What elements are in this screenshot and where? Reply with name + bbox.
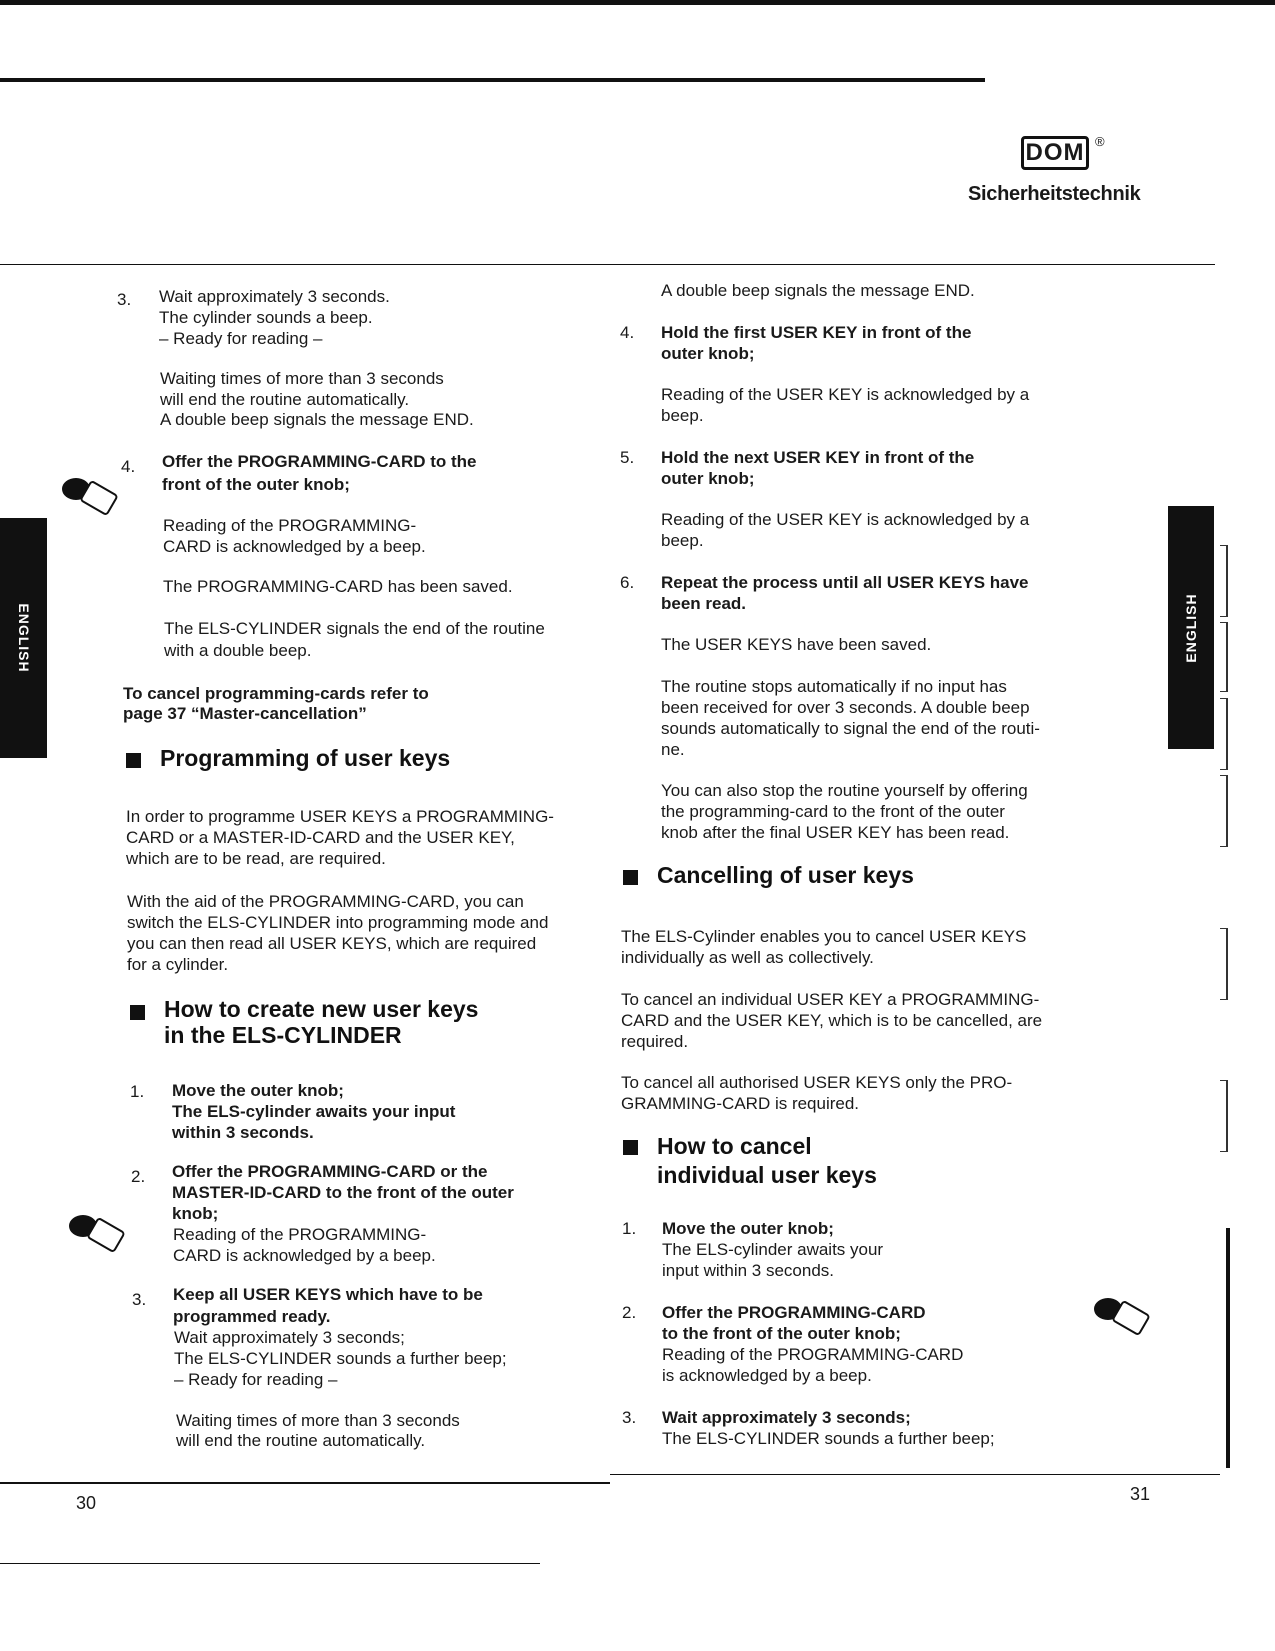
step-text: knob after the final USER KEY has been read. (661, 823, 1010, 842)
step-title: Repeat the process until all USER KEYS have (661, 573, 1029, 592)
step-number: 4. (620, 323, 635, 342)
step-title: outer knob; (661, 344, 755, 363)
step-title: been read. (661, 594, 747, 613)
card-icon (60, 473, 126, 529)
footer-rule-right (610, 1474, 1220, 1475)
step-number: 3. (117, 290, 132, 309)
step-text: The ELS-CYLINDER signals the end of the routine (164, 619, 545, 638)
paragraph: for a cylinder. (127, 955, 229, 974)
section-rule (0, 264, 1215, 265)
step-number: 3. (622, 1408, 637, 1427)
heading-cancelling: Cancelling of user keys (657, 862, 914, 888)
step-title: Move the outer knob; (172, 1081, 344, 1100)
heading-create: How to create new user keys (164, 996, 479, 1022)
margin-bracket (1220, 1080, 1228, 1152)
step-title: within 3 seconds. (172, 1123, 314, 1142)
heading-create: in the ELS-CYLINDER (164, 1022, 402, 1048)
step-text: input within 3 seconds. (662, 1261, 834, 1280)
step-text: ne. (661, 740, 685, 759)
language-tab-left-label: ENGLISH (16, 603, 32, 673)
step-text: – Ready for reading – (174, 1370, 338, 1389)
heading-individual: individual user keys (657, 1162, 877, 1188)
step-text: The ELS-CYLINDER sounds a further beep; (662, 1429, 995, 1448)
margin-bar (1226, 1228, 1230, 1468)
step-title: programmed ready. (173, 1307, 331, 1326)
step-number: 2. (131, 1167, 146, 1186)
card-icon (67, 1210, 133, 1266)
paragraph: switch the ELS-CYLINDER into programming mode and (127, 913, 549, 932)
step-text: The ELS-CYLINDER sounds a further beep; (174, 1349, 507, 1368)
dom-logo (1021, 136, 1089, 170)
heading-bullet (623, 870, 638, 885)
step-text: The ELS-cylinder awaits your (662, 1240, 884, 1259)
step-title: The ELS-cylinder awaits your input (172, 1102, 456, 1121)
paragraph: GRAMMING-CARD is required. (621, 1094, 860, 1113)
paragraph: To cancel an individual USER KEY a PROGRAMMING- (621, 990, 1040, 1009)
step-text: sounds automatically to signal the end of the routi- (661, 719, 1040, 738)
paragraph: required. (621, 1032, 689, 1051)
header-rule (0, 78, 985, 82)
heading-bullet (130, 1005, 145, 1020)
step-text: with a double beep. (164, 641, 312, 660)
step-text: Reading of the USER KEY is acknowledged by a (661, 385, 1030, 404)
top-edge-line (0, 0, 1275, 5)
bottom-rule (0, 1563, 540, 1564)
step-text: CARD is acknowledged by a beep. (173, 1246, 436, 1265)
step-text: The cylinder sounds a beep. (159, 308, 373, 327)
step-title: MASTER-ID-CARD to the front of the outer (172, 1183, 514, 1202)
step-text: The USER KEYS have been saved. (661, 635, 932, 654)
step-note: will end the routine automatically. (176, 1431, 426, 1450)
step-title: Keep all USER KEYS which have to be (173, 1285, 483, 1304)
step-note: Waiting times of more than 3 seconds (160, 369, 444, 388)
step-note: Waiting times of more than 3 seconds (176, 1411, 460, 1430)
dom-logo-text: DOM (1025, 139, 1085, 166)
step-title: to the front of the outer knob; (662, 1324, 901, 1343)
step-text: is acknowledged by a beep. (662, 1366, 872, 1385)
step-text: beep. (661, 406, 704, 425)
heading-bullet (623, 1140, 638, 1155)
margin-bracket (1220, 698, 1228, 770)
step-title: Offer the PROGRAMMING-CARD or the (172, 1162, 488, 1181)
paragraph: you can then read all USER KEYS, which are required (127, 934, 537, 953)
paragraph: The ELS-Cylinder enables you to cancel USER KEYS (621, 927, 1027, 946)
paragraph: individually as well as collectively. (621, 948, 874, 967)
language-tab-right-label: ENGLISH (1183, 593, 1199, 663)
heading-bullet (126, 753, 141, 768)
step-number: 5. (620, 448, 635, 467)
step-title: front of the outer knob; (162, 475, 350, 494)
heading-individual: How to cancel (657, 1133, 812, 1159)
step-title: outer knob; (661, 469, 755, 488)
paragraph: In order to programme USER KEYS a PROGRAMMING- (126, 807, 554, 826)
step-text: Reading of the PROGRAMMING- (163, 516, 417, 535)
card-icon (1092, 1293, 1158, 1349)
step-number: 2. (622, 1303, 637, 1322)
step-number: 4. (121, 457, 136, 476)
step-text: The PROGRAMMING-CARD has been saved. (163, 577, 513, 596)
paragraph: CARD and the USER KEY, which is to be cancelled, are (621, 1011, 1043, 1030)
step-note: A double beep signals the message END. (160, 410, 474, 429)
step-title: Wait approximately 3 seconds; (662, 1408, 911, 1427)
step-number: 1. (622, 1219, 637, 1238)
step-text: been received for over 3 seconds. A double beep (661, 698, 1030, 717)
margin-bracket (1220, 622, 1228, 692)
step-text: You can also stop the routine yourself by offering (661, 781, 1028, 800)
page-number-left: 30 (76, 1493, 97, 1513)
page-number-right: 31 (1130, 1484, 1151, 1504)
step-title: Hold the next USER KEY in front of the (661, 448, 975, 467)
step-number: 1. (130, 1082, 145, 1101)
margin-bracket (1220, 775, 1228, 847)
step-text: Reading of the USER KEY is acknowledged by a (661, 510, 1030, 529)
margin-bracket (1220, 545, 1228, 617)
paragraph: To cancel all authorised USER KEYS only the PRO- (621, 1073, 1013, 1092)
paragraph: which are to be read, are required. (126, 849, 386, 868)
step-number: 3. (132, 1290, 147, 1309)
step-text: Reading of the PROGRAMMING-CARD (662, 1345, 964, 1364)
footer-rule-left (0, 1482, 610, 1484)
cancel-reference: page 37 “Master-cancellation” (123, 704, 367, 723)
cancel-reference: To cancel programming-cards refer to (123, 684, 429, 703)
heading-programming: Programming of user keys (160, 745, 451, 771)
step-note: A double beep signals the message END. (661, 281, 975, 300)
step-text: Reading of the PROGRAMMING- (173, 1225, 427, 1244)
step-text: CARD is acknowledged by a beep. (163, 537, 426, 556)
step-text: beep. (661, 531, 704, 550)
step-title: Hold the first USER KEY in front of the (661, 323, 972, 342)
step-title: Offer the PROGRAMMING-CARD to the (162, 452, 477, 471)
registered-mark: ® (1095, 134, 1105, 149)
step-text: the programming-card to the front of the outer (661, 802, 1005, 821)
step-title: Offer the PROGRAMMING-CARD (662, 1303, 926, 1322)
language-tab-right (1168, 506, 1214, 749)
brand-subtitle: Sicherheitstechnik (968, 183, 1141, 205)
paragraph: CARD or a MASTER-ID-CARD and the USER KEY, (126, 828, 515, 847)
margin-bracket (1220, 928, 1228, 1000)
step-title: knob; (172, 1204, 219, 1223)
step-title: Move the outer knob; (662, 1219, 834, 1238)
step-text: Wait approximately 3 seconds; (174, 1328, 405, 1347)
paragraph: With the aid of the PROGRAMMING-CARD, you can (127, 892, 524, 911)
step-text: Wait approximately 3 seconds. (159, 287, 390, 306)
step-number: 6. (620, 573, 635, 592)
step-text: – Ready for reading – (159, 329, 323, 348)
step-note: will end the routine automatically. (160, 390, 410, 409)
step-text: The routine stops automatically if no input has (661, 677, 1007, 696)
language-tab-left (0, 518, 47, 758)
